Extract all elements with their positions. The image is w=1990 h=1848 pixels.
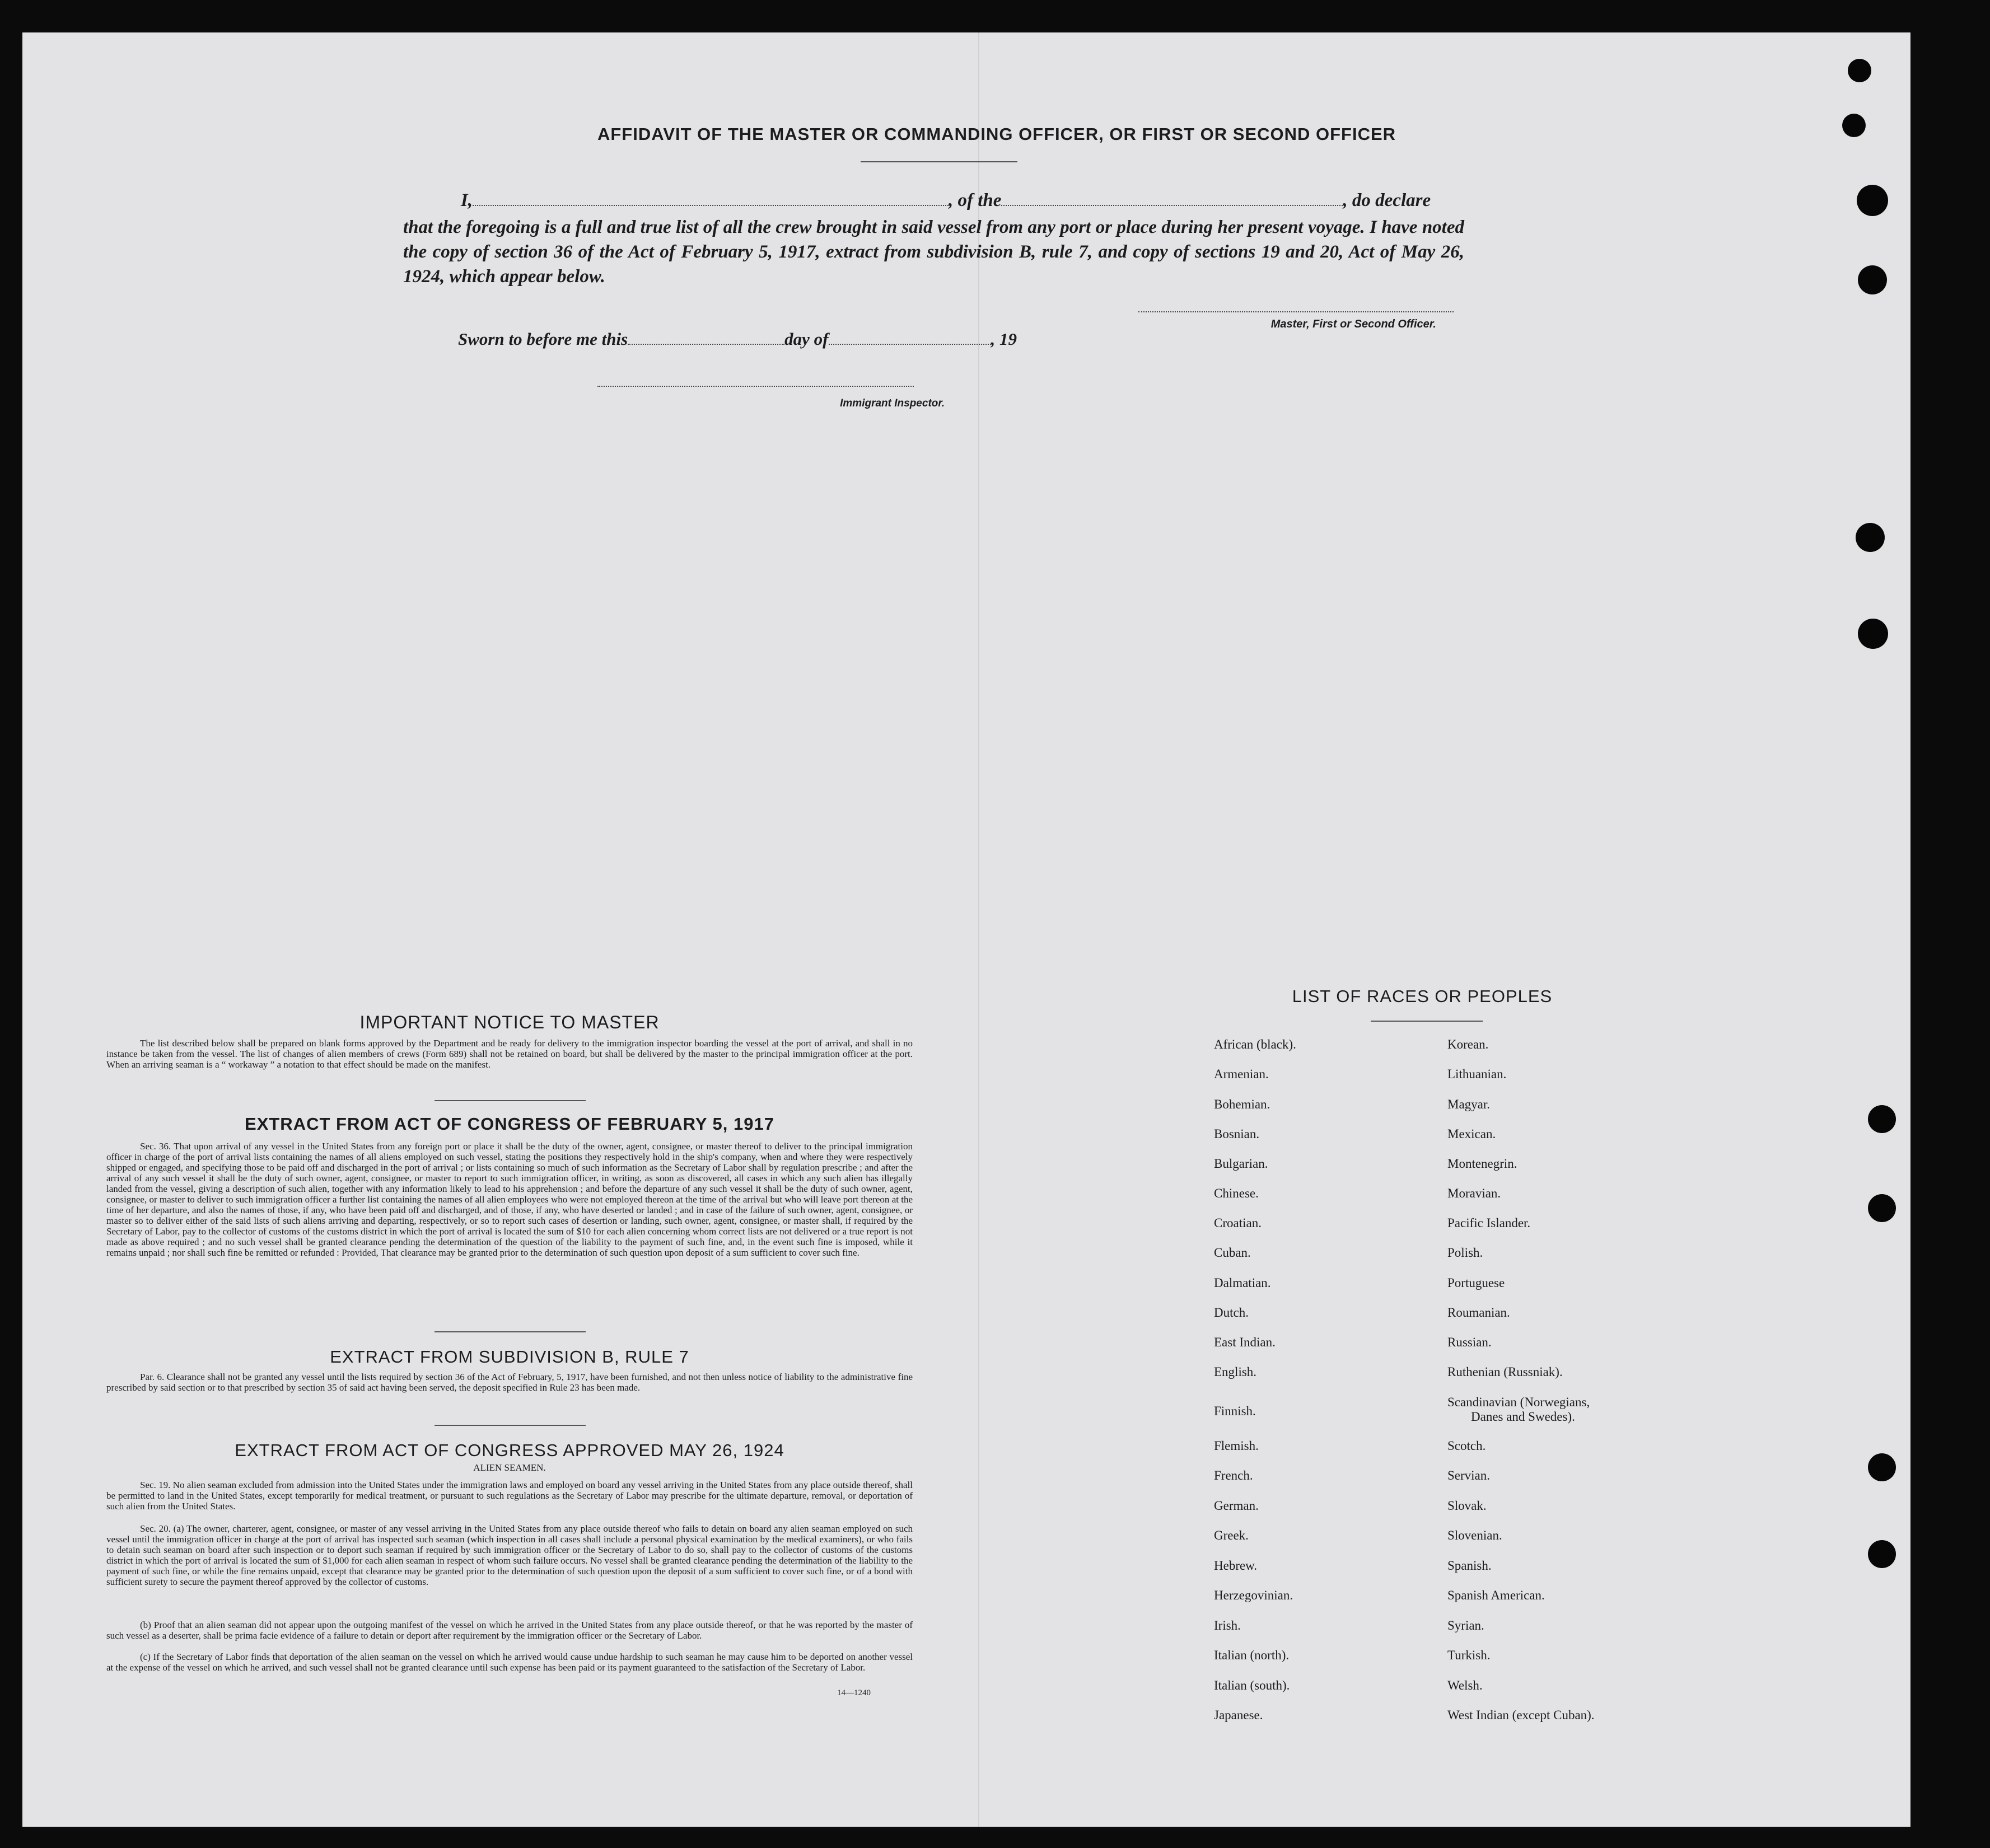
binder-hole [1868, 1540, 1896, 1568]
race-right: Ruthenian (Russniak). [1447, 1365, 1563, 1379]
race-right: West Indian (except Cuban). [1447, 1708, 1595, 1722]
binder-hole [1848, 59, 1871, 82]
form-number: 14—1240 [837, 1688, 871, 1697]
race-right: Scotch. [1447, 1439, 1486, 1453]
race-right: Pacific Islander. [1447, 1216, 1531, 1230]
binder-hole [1858, 265, 1887, 294]
binder-hole [1856, 523, 1885, 552]
race-right: Korean. [1447, 1037, 1489, 1051]
subdivision-b-text: Par. 6. Clearance shall not be granted any vessel until the lists required by section 36 of the Act of February, 5, 1917, have been furnished, and not then unless notice of liability to the administrative fine prescribed by said section or to that prescribed by section 35 of said act having been served, the deposit specified in Rule 23 has been made. [106, 1372, 913, 1393]
vessel-name-field[interactable] [1001, 205, 1343, 206]
race-right: Mexican. [1447, 1127, 1496, 1141]
affidavit-title: AFFIDAVIT OF THE MASTER OR COMMANDING OFFICER, OR FIRST OR SECOND OFFICER [597, 124, 1396, 144]
do-declare-label: , do declare [1343, 190, 1431, 210]
extract-1924-title: EXTRACT FROM ACT OF CONGRESS APPROVED MAY 26, 1924 [235, 1440, 784, 1460]
section-divider [435, 1331, 586, 1332]
race-left: French. [1214, 1468, 1253, 1482]
binder-hole [1858, 619, 1888, 649]
race-right: Spanish American. [1447, 1588, 1545, 1602]
races-title: LIST OF RACES OR PEOPLES [1292, 986, 1553, 1006]
binder-hole [1842, 114, 1866, 137]
year-label: , 19 [991, 329, 1017, 349]
race-left: East Indian. [1214, 1335, 1276, 1349]
race-right: Polish. [1447, 1246, 1483, 1260]
race-left: Flemish. [1214, 1439, 1259, 1453]
race-left: Dalmatian. [1214, 1276, 1271, 1290]
binder-hole [1857, 185, 1888, 216]
section-divider [435, 1425, 586, 1426]
race-left: Italian (south). [1214, 1678, 1290, 1692]
race-left: Italian (north). [1214, 1648, 1290, 1662]
race-right: Syrian. [1447, 1618, 1484, 1632]
declarant-prefix: I, [460, 190, 473, 210]
notice-text: The list described below shall be prepared on blank forms approved by the Department and be ready for delivery to the immigration inspector boarding the vessel at the port of arrival, and shall in no instance be taken from the vessel. The list of changes of alien members of crews (Form 689) shall not be retained on board, but shall be delivered by the master to the principal immigration officer at the port. When an arriving seaman is a “ workaway ” a notation to that effect should be made on the manifest. [106, 1038, 913, 1070]
center-fold [978, 32, 979, 1827]
inspector-signature-label: Immigrant Inspector. [840, 397, 945, 409]
race-right: Slovenian. [1447, 1528, 1502, 1542]
sworn-label: Sworn to before me this [458, 329, 628, 349]
affidavit-declaration-line [403, 190, 1464, 211]
binder-hole [1868, 1105, 1896, 1133]
affidavit-title-rule [861, 161, 1017, 162]
race-right-continuation: Danes and Swedes). [1471, 1410, 1575, 1424]
race-right: Welsh. [1447, 1678, 1483, 1692]
master-signature-label: Master, First or Second Officer. [1270, 318, 1436, 330]
race-right: Moravian. [1447, 1186, 1501, 1200]
binder-hole [1868, 1453, 1896, 1481]
race-left: Chinese. [1214, 1186, 1259, 1200]
race-right: Scandinavian (Norwegians, [1447, 1395, 1590, 1409]
races-title-rule [1371, 1021, 1483, 1022]
race-left: Bosnian. [1214, 1127, 1260, 1141]
race-right: Spanish. [1447, 1559, 1492, 1573]
race-left: Hebrew. [1214, 1559, 1258, 1573]
race-right: Portuguese [1447, 1276, 1505, 1290]
race-right: Turkish. [1447, 1648, 1491, 1662]
sworn-line [458, 329, 1017, 349]
sworn-month-field[interactable] [829, 344, 991, 345]
race-left: Finnish. [1214, 1404, 1256, 1418]
race-left: Japanese. [1214, 1708, 1263, 1722]
extract-1917-text: Sec. 36. That upon arrival of any vessel in the United States from any foreign port or place it shall be the duty of the owner, agent, consignee, or master thereof to deliver to the principal immigration officer in charge of the port of arrival lists containing the names of all aliens employed on such vessel, stating the positions they respectively hold in the ship's company, when and where they were respectively shipped or engaged, and specifying those to be paid off and discharged in the port of arrival ; or lists containing so much of such information as the Secretary of Labor shall by regulation prescribe ; and after the arrival of any such vessel it shall be the duty of such owner, agent, consignee, or master to report to such immigration officer, in writing, as soon as discovered, all cases in which any such alien has illegally landed from the vessel, giving a description of such alien, together with any information likely to lead to his apprehension ; and before the departure of any such vessel it shall be the duty of such owner, agent, consignee, or master to deliver to such immigration officer a further list containing the names of all alien employees who were not employed thereon at the time of the arrival but who will leave port thereon at the time of her departure, and also the names of those, if any, who have been paid off and discharged, and of those, if any, who have deserted or landed ; and in case of the failure of such owner, agent, consignee, or master so to deliver either of the said lists of such aliens arriving and departing, respectively, or so to report such cases of desertion or landing, such owner, agent, consignee, or master shall, if required by the Secretary of Labor, pay to the collector of customs of the customs district in which the port of arrival is located the sum of $10 for each alien concerning whom correct lists are not delivered or a true report is not made as above required ; and no such vessel shall be granted clearance pending the determination of the question of the liability to the payment of such fine, and, in the event such fine is imposed, while it remains unpaid ; nor shall such fine be remitted or refunded : Provided, That clearance may be granted prior to the determination of such question upon deposit of a sum sufficient to cover such fine. [106, 1141, 913, 1258]
inspector-signature-line[interactable] [597, 386, 914, 387]
notice-title: IMPORTANT NOTICE TO MASTER [359, 1012, 660, 1032]
race-left: Cuban. [1214, 1246, 1251, 1260]
section-20c-text: (c) If the Secretary of Labor finds that deportation of the alien seaman on the vessel on which he arrived would cause undue hardship to such seaman he may cause him to be deported on another vessel at the expense of the vessel on which he arrived, and such vessel shall not be granted clearance until such expense has been paid or its payment guaranteed to the satisfaction of the Secretary of Labor. [106, 1651, 913, 1673]
race-right: Roumanian. [1447, 1306, 1510, 1320]
section-divider [435, 1100, 586, 1101]
day-of-label: day of [784, 329, 829, 349]
race-left: Armenian. [1214, 1067, 1269, 1081]
race-right: Servian. [1447, 1468, 1491, 1482]
race-left: Greek. [1214, 1528, 1249, 1542]
section-20b-text: (b) Proof that an alien seaman did not appear upon the outgoing manifest of the vessel on which he arrived in the United States from any place outside thereof, or that he was reported by the master of such vessel as a deserter, shall be prima facie evidence of a failure to detain or deport after requirement by the immigration officer or the Secretary of Labor. [106, 1620, 913, 1641]
race-left: German. [1214, 1499, 1259, 1513]
sworn-day-field[interactable] [628, 344, 784, 345]
race-right: Magyar. [1447, 1097, 1491, 1111]
affidavit-body: that the foregoing is a full and true list of all the crew brought in said vessel from any port or place during her present voyage. I have noted the copy of section 36 of the Act of February 5, 1917, extract from subdivision B, rule 7, and copy of sections 19 and 20, Act of May 26, 1924, which appear below. [403, 217, 1464, 287]
race-left: Herzegovinian. [1214, 1588, 1293, 1602]
subdivision-b-title: EXTRACT FROM SUBDIVISION B, RULE 7 [330, 1347, 689, 1367]
race-right: Montenegrin. [1447, 1157, 1517, 1171]
race-left: Irish. [1214, 1618, 1241, 1632]
race-right: Russian. [1447, 1335, 1492, 1349]
race-left: African (black). [1214, 1037, 1296, 1051]
race-left: Bohemian. [1214, 1097, 1270, 1111]
race-left: Dutch. [1214, 1306, 1249, 1320]
of-the-label: , of the [949, 190, 1002, 210]
race-left: Croatian. [1214, 1216, 1262, 1230]
section-19-text: Sec. 19. No alien seaman excluded from admission into the United States under the immigration laws and employed on board any vessel arriving in the United States from any place outside thereof, shall be permitted to land in the United States, except temporarily for medical treatment, or pursuant to such regulations as the Secretary of Labor may prescribe for the ultimate departure, removal, or deportation of such alien from the United States. [106, 1480, 913, 1512]
master-signature-line[interactable] [1138, 311, 1454, 312]
race-right: Slovak. [1447, 1499, 1487, 1513]
section-20a-text: Sec. 20. (a) The owner, charterer, agent, consignee, or master of any vessel arriving in the United States from any place outside thereof who fails to detain on board any alien seaman employed on such vessel until the immigration officer in charge at the port of arrival has inspected such seaman (which inspection in all cases shall include a personal physical examination by the medical examiners), or who fails to detain such seaman on board after such inspection or to deport such seaman if required by such immigration officer or the Secretary of Labor to do so, shall pay to the collector of customs of the customs district in which the port of arrival is located the sum of $1,000 for each alien seaman in respect of whom such failure occurs. No vessel shall be granted clearance pending the determination of the liability to the payment of such fine, or while the fine remains unpaid, except that clearance may be granted prior to the determination of such question upon the deposit of a sum sufficient to cover such fine, or of a bond with sufficient surety to secure the payment thereof approved by the collector of customs. [106, 1523, 913, 1587]
race-left: English. [1214, 1365, 1257, 1379]
race-right: Lithuanian. [1447, 1067, 1507, 1081]
extract-1924-subtitle: ALIEN SEAMEN. [473, 1462, 546, 1473]
binder-hole [1868, 1194, 1896, 1222]
race-left: Bulgarian. [1214, 1157, 1268, 1171]
extract-1917-title: EXTRACT FROM ACT OF CONGRESS OF FEBRUARY 5, 1917 [245, 1114, 774, 1134]
declarant-name-field[interactable] [473, 205, 949, 206]
